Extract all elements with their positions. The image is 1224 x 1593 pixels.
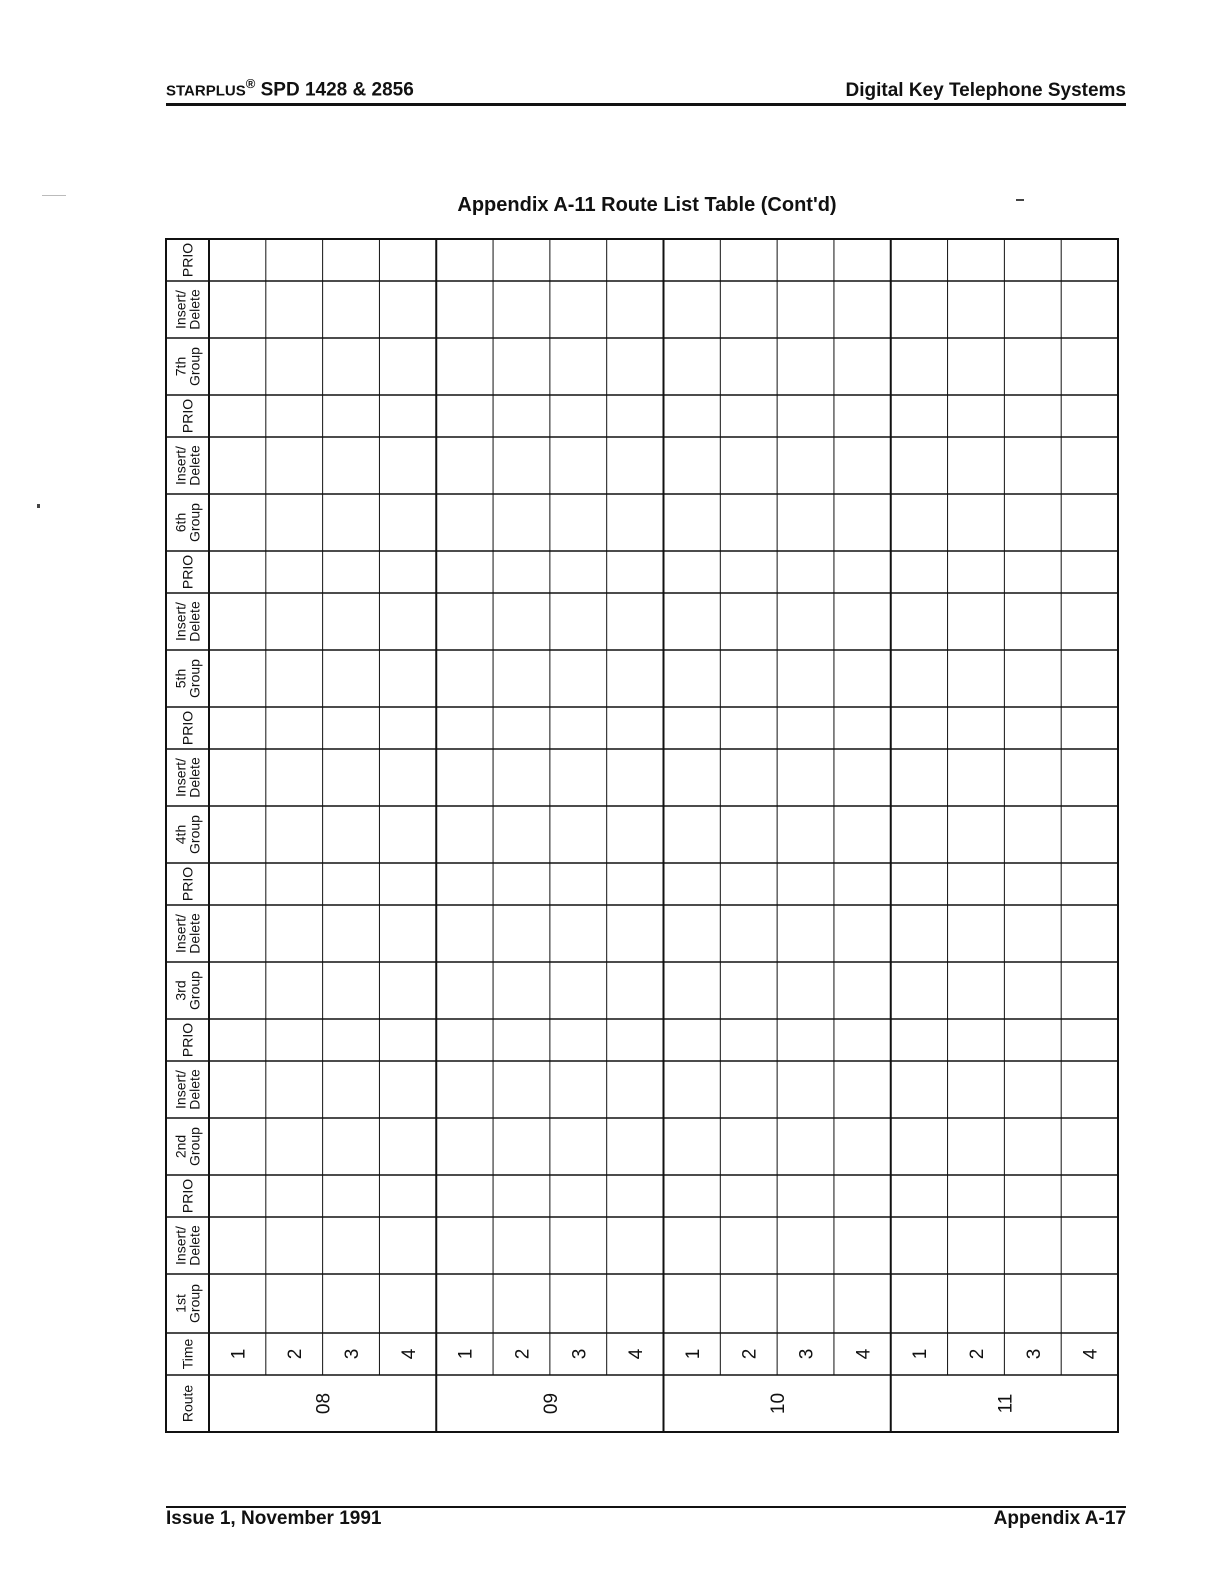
row-label-group3 (173, 971, 203, 1010)
row-label-text: Group (186, 815, 203, 854)
time-slot-1-text: 1 (455, 1348, 477, 1360)
row-label-prio4 (180, 711, 196, 745)
row-label-group2 (173, 1127, 203, 1166)
row-label-text: Group (186, 971, 203, 1010)
row-label-text: Group (186, 347, 203, 386)
row-label-group4 (173, 815, 203, 854)
row-label-text: Group (186, 659, 203, 698)
time-slot-4-text: 4 (1080, 1348, 1102, 1360)
row-label-text: Delete (186, 1225, 203, 1266)
row-label-insdel2 (173, 1069, 203, 1110)
time-slot-2-text: 2 (285, 1348, 307, 1360)
row-label-prio6 (180, 399, 196, 433)
row-label-text: Route (179, 1384, 196, 1423)
row-label-text: Insert/ (172, 290, 189, 329)
footer-page-number: Appendix A-17 (993, 1508, 1126, 1529)
row-label-insdel3 (173, 913, 203, 954)
row-label-text: Time (179, 1338, 196, 1370)
row-label-text: Group (186, 1127, 203, 1166)
time-slot-4 (626, 1348, 647, 1359)
row-label-insdel7 (173, 289, 203, 330)
row-label-text: PRIO (179, 1178, 196, 1214)
route-number-08 (314, 1393, 335, 1414)
time-slot-4 (1081, 1348, 1102, 1359)
row-label-text: Group (186, 503, 203, 542)
row-label-route (180, 1385, 196, 1423)
row-label-group6 (173, 503, 203, 542)
time-slot-2 (512, 1349, 533, 1360)
time-slot-2 (740, 1349, 761, 1360)
row-label-text: Group (186, 1284, 203, 1323)
row-label-insdel1 (173, 1225, 203, 1266)
route-number-08-text: 08 (313, 1392, 335, 1415)
row-label-text: PRIO (179, 554, 196, 590)
scan-mark (42, 195, 66, 196)
row-label-text: 2nd (172, 1134, 189, 1159)
row-label-prio1 (180, 1179, 196, 1213)
row-label-text: Insert/ (172, 602, 189, 641)
row-label-insdel5 (173, 601, 203, 642)
time-slot-3-text: 3 (796, 1348, 818, 1360)
time-slot-2-text: 2 (512, 1348, 534, 1360)
footer-issue: Issue 1, November 1991 (166, 1508, 382, 1529)
row-label-text: PRIO (179, 1022, 196, 1058)
time-slot-2 (967, 1349, 988, 1360)
row-label-text: Insert/ (172, 914, 189, 953)
time-slot-1 (228, 1349, 249, 1360)
row-label-text: 6th (172, 512, 189, 533)
route-number-09-text: 09 (540, 1392, 562, 1415)
time-slot-3 (1024, 1349, 1045, 1360)
header-product-line: Digital Key Telephone Systems (845, 80, 1126, 101)
model-name: SPD 1428 & 2856 (260, 79, 414, 101)
route-number-10-text: 10 (768, 1392, 790, 1415)
row-label-text: Delete (186, 757, 203, 798)
row-label-group1 (173, 1284, 203, 1323)
route-number-11 (995, 1394, 1016, 1414)
scan-mark (1016, 199, 1024, 201)
time-slot-2-text: 2 (966, 1348, 988, 1360)
row-label-text: PRIO (179, 866, 196, 902)
row-label-text: Insert/ (172, 1226, 189, 1265)
row-label-text: PRIO (179, 398, 196, 434)
time-slot-1 (910, 1349, 931, 1360)
brand-name: STARPLUS (166, 82, 246, 100)
time-slot-3-text: 3 (342, 1348, 364, 1360)
table-border (166, 239, 1118, 1432)
time-slot-4 (399, 1348, 420, 1359)
time-slot-1 (456, 1349, 477, 1360)
route-number-10 (768, 1393, 789, 1414)
row-label-text: Delete (186, 289, 203, 330)
time-slot-1-text: 1 (682, 1348, 704, 1360)
time-slot-3 (569, 1349, 590, 1360)
scan-mark (37, 504, 40, 508)
time-slot-1-text: 1 (228, 1348, 250, 1360)
time-slot-3-text: 3 (1023, 1348, 1045, 1360)
row-label-text: Delete (186, 445, 203, 486)
time-slot-3 (342, 1349, 363, 1360)
route-number-11-text: 11 (995, 1393, 1017, 1414)
time-slot-3-text: 3 (569, 1348, 591, 1360)
row-label-prio5 (180, 555, 196, 589)
row-label-text: PRIO (179, 710, 196, 746)
row-label-text: 5th (172, 668, 189, 689)
time-slot-2-text: 2 (739, 1348, 761, 1360)
row-label-text: Delete (186, 1069, 203, 1110)
row-label-text: PRIO (179, 242, 196, 278)
time-slot-1-text: 1 (910, 1348, 932, 1360)
time-slot-1 (683, 1349, 704, 1360)
row-label-insdel6 (173, 445, 203, 486)
time-slot-3 (797, 1349, 818, 1360)
row-label-prio3 (180, 867, 196, 901)
row-label-text: 4th (172, 824, 189, 845)
row-label-prio7 (180, 243, 196, 277)
row-label-time (180, 1338, 196, 1369)
time-slot-4-text: 4 (626, 1348, 648, 1360)
route-number-09 (541, 1393, 562, 1414)
row-label-text: Delete (186, 601, 203, 642)
row-label-group7 (173, 347, 203, 386)
row-label-text: 7th (172, 356, 189, 377)
row-label-text: Delete (186, 913, 203, 954)
row-label-text: 1st (172, 1294, 189, 1313)
row-label-group5 (173, 659, 203, 698)
row-label-text: Insert/ (172, 758, 189, 797)
time-slot-2 (285, 1349, 306, 1360)
row-label-insdel4 (173, 757, 203, 798)
registered-mark: ® (245, 76, 256, 91)
row-label-prio2 (180, 1023, 196, 1057)
row-label-text: Insert/ (172, 446, 189, 485)
row-label-text: Insert/ (172, 1070, 189, 1109)
row-label-text: 3rd (172, 980, 189, 1001)
time-slot-4-text: 4 (853, 1348, 875, 1360)
table-title: Appendix A-11 Route List Table (Cont'd) (457, 194, 837, 216)
time-slot-4 (853, 1348, 874, 1359)
time-slot-4-text: 4 (398, 1348, 420, 1360)
